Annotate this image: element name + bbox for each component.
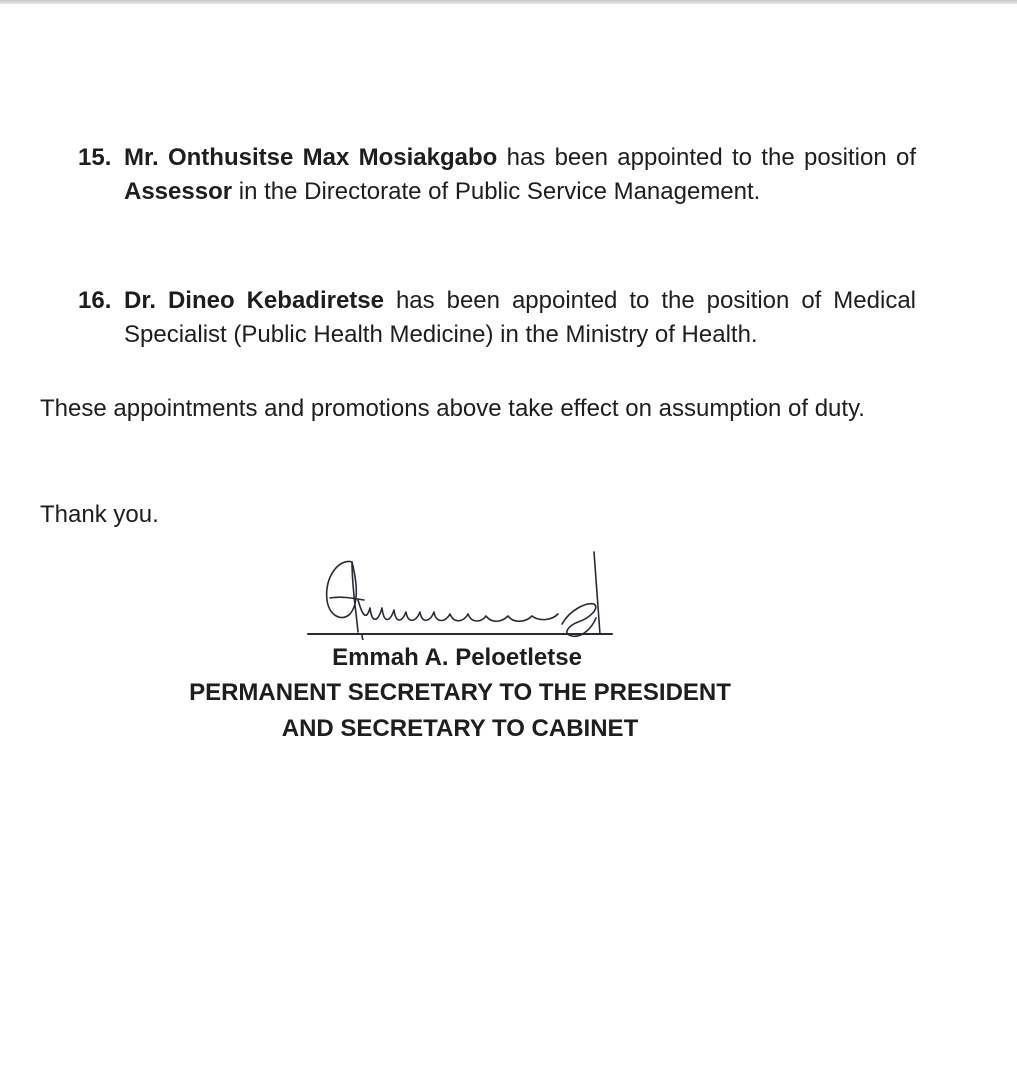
item-body [124,141,916,209]
closing-statement: These appointments and promotions above take effect on assumption of duty. [40,395,865,422]
appointment-item [78,141,916,209]
item-text: in the Directorate of Public Service Management. [232,178,761,205]
item-number: 16. [78,287,112,314]
handwritten-signature [300,548,620,640]
appointee-name: Dr. Dineo Kebadiretse [124,287,384,314]
position-title: Assessor [124,178,233,205]
signatory-title: AND SECRETARY TO CABINET [281,715,639,742]
thank-you: Thank you. [40,501,159,528]
signatory-name: Emmah A. Peloetletse [332,644,582,671]
item-text: has been appointed to the position of Medical Specialist (Public Health Medicine) in the Ministry of Health. [124,287,916,348]
appointee-name: Mr. Onthusitse Max Mosiakgabo [124,144,498,171]
item-number: 15. [78,144,112,171]
appointment-item [78,284,916,352]
item-text: has been appointed to the position of [497,144,917,171]
signatory-title: PERMANENT SECRETARY TO THE PRESIDENT [189,679,731,706]
item-body [124,284,916,352]
